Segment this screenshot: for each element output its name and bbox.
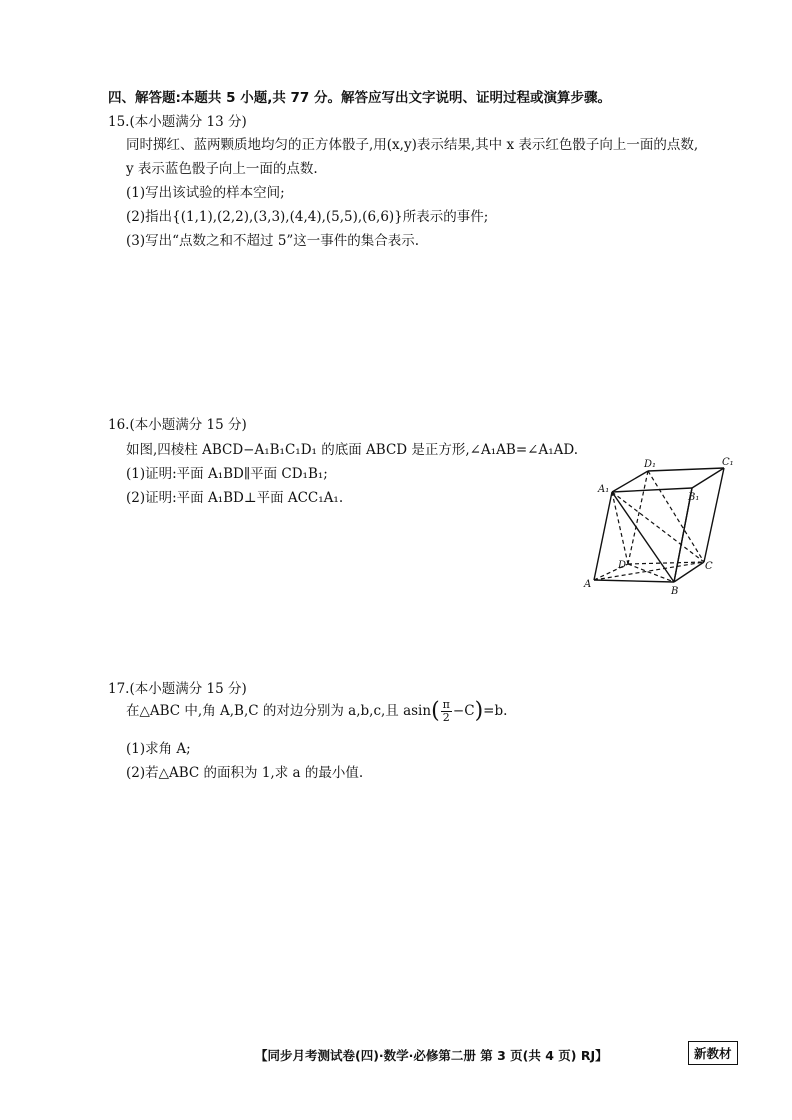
- label-C1: C₁: [722, 457, 734, 468]
- q16-line-2: (1)证明:平面 A₁BD∥平面 CD₁B₁;: [126, 466, 328, 482]
- q16-line-1: 如图,四棱柱 ABCD−A₁B₁C₁D₁ 的底面 ABCD 是正方形,∠A₁AB=∠A₁AD.: [126, 442, 578, 458]
- q15-line-4: (2)指出{(1,1),(2,2),(3,3),(4,4),(5,5),(6,6)}所表示的事件;: [126, 209, 489, 225]
- label-D1: D₁: [644, 459, 657, 470]
- q17-header: 17.(本小题满分 15 分): [108, 681, 247, 697]
- label-B1: B₁: [688, 492, 700, 503]
- open-paren: (: [431, 698, 440, 724]
- q15-line-1: 同时掷红、蓝两颗质地均匀的正方体骰子,用(x,y)表示结果,其中 x 表示红色骰子向上一面的点数,: [126, 137, 699, 153]
- q15-line-5: (3)写出“点数之和不超过 5”这一事件的集合表示.: [126, 233, 420, 249]
- q17-minus-c: −C: [452, 703, 475, 719]
- frac-denominator: 2: [442, 711, 450, 724]
- label-A: A: [584, 579, 592, 590]
- label-B: B: [671, 586, 679, 597]
- q16-header: 16.(本小题满分 15 分): [108, 417, 247, 433]
- q17-line-1-prefix: 在△ABC 中,角 A,B,C 的对边分别为 a,b,c,且 asin: [126, 703, 432, 719]
- pi-over-2-fraction: [441, 699, 452, 724]
- q17-line-3: (2)若△ABC 的面积为 1,求 a 的最小值.: [126, 765, 364, 781]
- q15-line-2: y 表示蓝色骰子向上一面的点数.: [126, 161, 318, 177]
- section-heading: 四、解答题:本题共 5 小题,共 77 分。解答应写出文字说明、证明过程或演算步骤。: [108, 90, 612, 106]
- label-A1: A₁: [598, 484, 610, 495]
- new-textbook-badge: 新教材: [688, 1041, 738, 1065]
- q16-line-3: (2)证明:平面 A₁BD⊥平面 ACC₁A₁.: [126, 490, 344, 506]
- label-C: C: [705, 561, 713, 572]
- q15-line-3: (1)写出该试验的样本空间;: [126, 185, 285, 201]
- q17-line-1: [126, 698, 507, 724]
- q15-header: 15.(本小题满分 13 分): [108, 114, 247, 130]
- frac-numerator: π: [442, 698, 450, 711]
- page-footer: 【同步月考测试卷(四)·数学·必修第二册 第 3 页(共 4 页) RJ】: [255, 1048, 608, 1063]
- close-paren: ): [474, 698, 484, 724]
- q17-line-1-suffix: =b.: [483, 703, 508, 719]
- label-D: D: [618, 560, 627, 571]
- prism-figure: [578, 455, 738, 600]
- q17-line-2: (1)求角 A;: [126, 741, 191, 757]
